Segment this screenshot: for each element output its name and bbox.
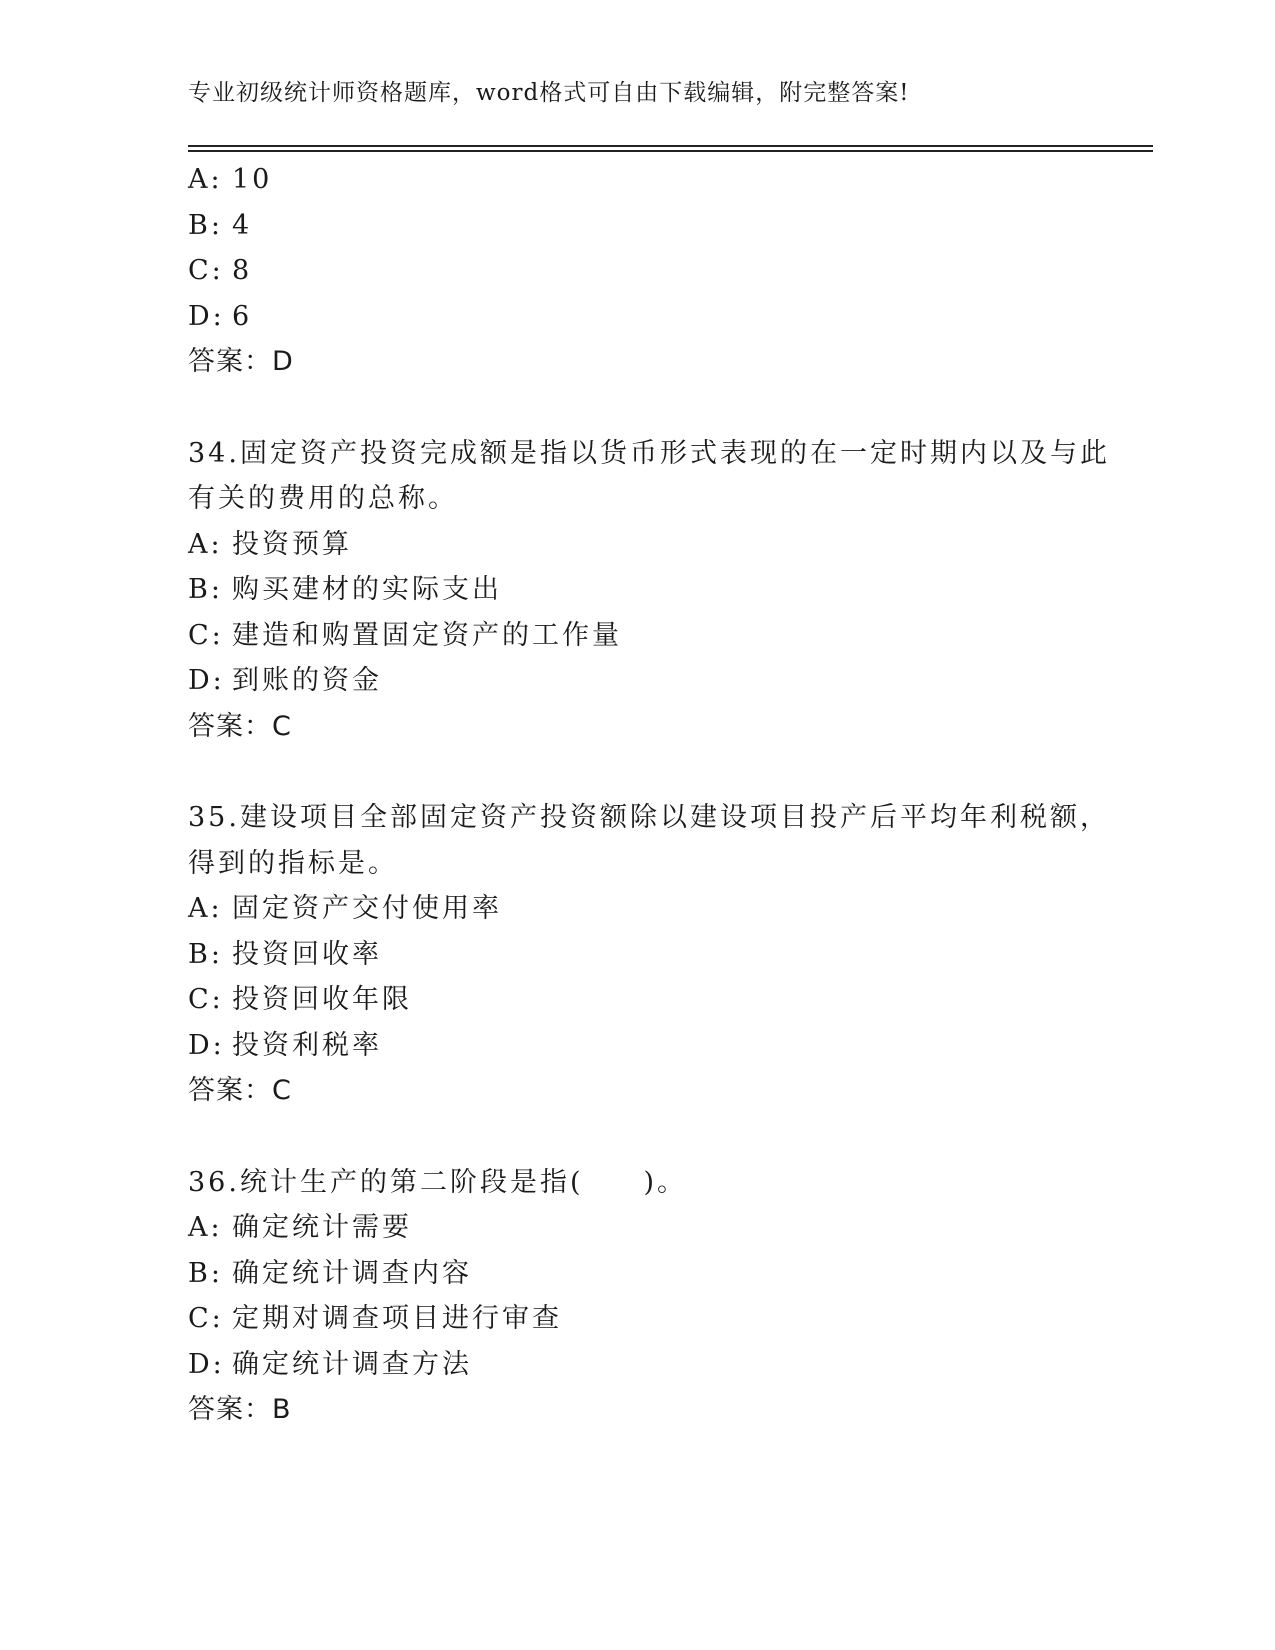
question-35 — [188, 795, 1110, 1114]
option-b: B: 购买建材的实际支出 — [188, 574, 502, 605]
option-b: B: 确定统计调查内容 — [188, 1257, 472, 1289]
question-33-continued — [188, 157, 1088, 385]
option-b: B: 4 — [188, 209, 253, 241]
option-b: B: 投资回收率 — [188, 938, 382, 970]
header-rule-top — [188, 145, 1153, 147]
answer: 答案：B — [188, 1394, 292, 1425]
option-a: A: 投资预算 — [188, 528, 352, 560]
option-a: A: 10 — [188, 164, 273, 195]
answer: 答案：D — [188, 346, 294, 377]
option-c: C: 建造和购置固定资产的工作量 — [188, 619, 622, 651]
option-c: C: 8 — [188, 255, 253, 286]
question-stem-continued: 得到的指标是。 — [188, 847, 398, 879]
question-stem: 35.建设项目全部固定资产投资额除以建设项目投产后平均年利税额， — [188, 802, 1110, 833]
option-d: D: 6 — [188, 300, 253, 332]
option-c: C: 定期对调查项目进行审查 — [188, 1303, 562, 1334]
option-d: D: 投资利税率 — [188, 1029, 382, 1061]
question-36 — [188, 1160, 1088, 1433]
answer: 答案：C — [188, 710, 292, 742]
option-a: A: 确定统计需要 — [188, 1212, 412, 1243]
option-d: D: 确定统计调查方法 — [188, 1348, 472, 1380]
option-c: C: 投资回收年限 — [188, 984, 412, 1015]
question-list — [188, 157, 1110, 1433]
option-d: D: 到账的资金 — [188, 665, 382, 696]
question-34 — [188, 431, 1110, 750]
question-stem: 36.统计生产的第二阶段是指( )。 — [188, 1166, 688, 1198]
page-header: 专业初级统计师资格题库，word格式可自由下载编辑，附完整答案! — [188, 80, 910, 106]
option-a: A: 固定资产交付使用率 — [188, 893, 502, 924]
question-stem: 34.固定资产投资完成额是指以货币形式表现的在一定时期内以及与此 — [188, 437, 1110, 469]
header-rule-bottom — [188, 150, 1153, 152]
question-stem-continued: 有关的费用的总称。 — [188, 483, 458, 514]
answer: 答案：C — [188, 1075, 292, 1106]
